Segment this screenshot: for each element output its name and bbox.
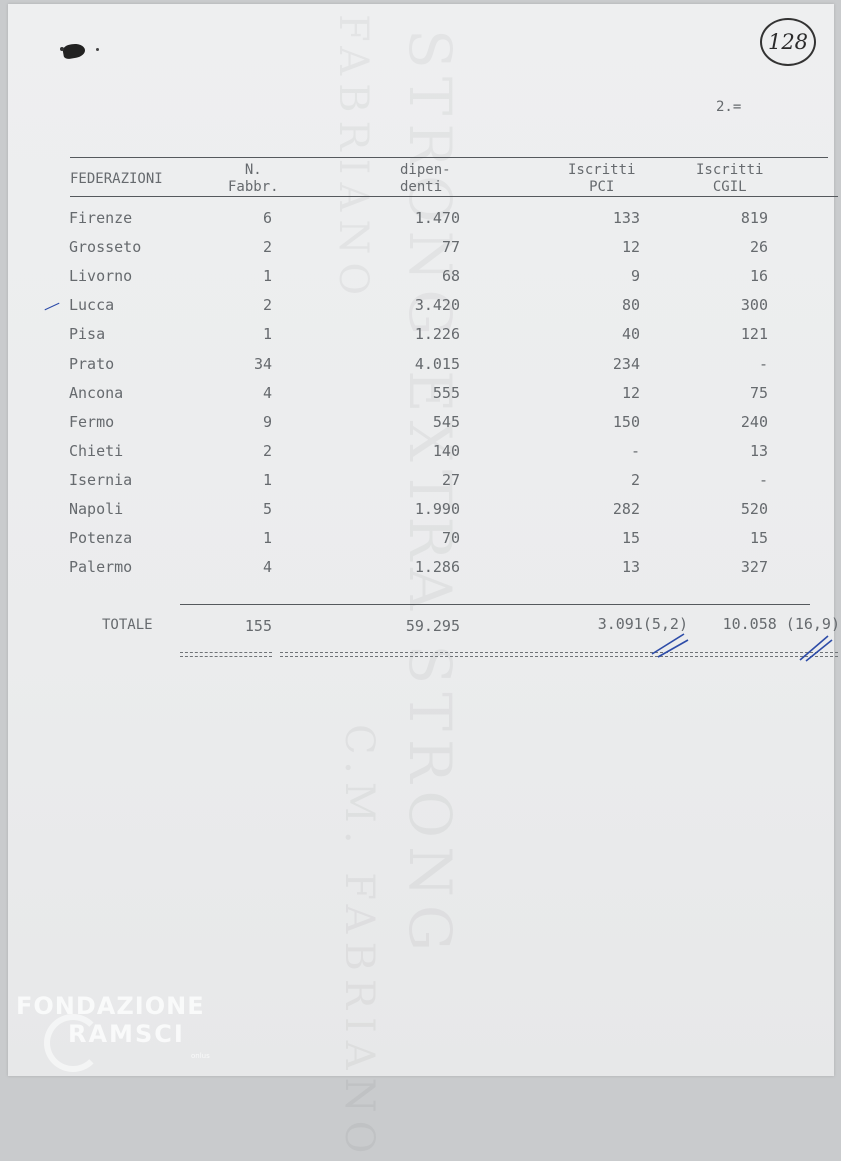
row-federazione: Potenza <box>69 529 133 547</box>
row-iscritti-cgil: 13 <box>749 442 768 460</box>
row-fabbriche: 2 <box>262 238 272 256</box>
row-fabbriche: 4 <box>262 558 272 576</box>
row-federazione: Grosseto <box>69 238 142 256</box>
ink-speck <box>60 47 64 51</box>
row-iscritti-cgil: 300 <box>740 296 768 314</box>
row-iscritti-pci: 15 <box>621 529 640 547</box>
total-label: TOTALE <box>102 617 153 633</box>
row-federazione: Firenze <box>69 209 133 227</box>
row-iscritti-pci: - <box>630 442 640 460</box>
row-fabbriche: 1 <box>262 529 272 547</box>
header-iscritti: Iscritti <box>696 162 764 178</box>
row-federazione: Palermo <box>69 558 133 576</box>
document-page <box>8 4 840 1076</box>
header-iscritti-pci <box>568 162 635 196</box>
row-dipendenti: 77 <box>441 238 460 256</box>
row-iscritti-pci: 282 <box>612 500 640 518</box>
row-dipendenti: 68 <box>441 267 460 285</box>
watermark-left-top <box>330 14 376 303</box>
row-iscritti-pci: 150 <box>612 413 640 431</box>
header-iscritti-cgil <box>696 162 763 196</box>
fondazione-gramsci-logo <box>16 992 216 1072</box>
logo-line-1: FONDAZIONE <box>16 992 205 1020</box>
logo-suffix: onlus <box>191 1052 210 1060</box>
row-federazione: Isernia <box>69 471 133 489</box>
row-fabbriche: 4 <box>262 384 272 402</box>
row-iscritti-pci: 2 <box>630 471 640 489</box>
row-federazione: Chieti <box>69 442 124 460</box>
row-federazione: Prato <box>69 355 115 373</box>
row-iscritti-cgil: 15 <box>749 529 768 547</box>
handwritten-page-number <box>760 18 816 66</box>
header-n-fabbr <box>228 162 279 196</box>
row-fabbriche: 34 <box>253 355 272 373</box>
row-dipendenti: 545 <box>432 413 460 431</box>
pen-slash-mark <box>796 634 836 664</box>
row-iscritti-cgil: 520 <box>740 500 768 518</box>
page-reference: 2.= <box>716 99 742 115</box>
row-iscritti-cgil: 75 <box>749 384 768 402</box>
row-iscritti-pci: 12 <box>621 238 640 256</box>
row-federazione: Fermo <box>69 413 115 431</box>
page-number-text: 128 <box>767 30 809 54</box>
row-iscritti-cgil: 240 <box>740 413 768 431</box>
pen-slash-mark <box>648 630 692 660</box>
row-federazione: Ancona <box>69 384 124 402</box>
row-fabbriche: 2 <box>262 442 272 460</box>
row-fabbriche: 1 <box>262 325 272 343</box>
row-fabbriche: 1 <box>262 471 272 489</box>
row-iscritti-cgil: 16 <box>749 267 768 285</box>
total-fabbriche: 155 <box>244 617 272 635</box>
row-federazione: Livorno <box>69 267 133 285</box>
row-iscritti-pci: 234 <box>612 355 640 373</box>
row-iscritti-cgil: 26 <box>749 238 768 256</box>
row-federazione: Pisa <box>69 325 106 343</box>
header-pci: PCI <box>589 179 615 195</box>
total-top-rule <box>180 604 810 605</box>
row-dipendenti: 555 <box>432 384 460 402</box>
ink-stain <box>62 42 86 60</box>
header-dipen: dipen- <box>400 162 451 178</box>
row-fabbriche: 5 <box>262 500 272 518</box>
header-n: N. <box>244 162 262 178</box>
row-federazione: Lucca <box>69 296 115 314</box>
row-iscritti-cgil: 819 <box>740 209 768 227</box>
row-iscritti-cgil: 327 <box>740 558 768 576</box>
row-iscritti-pci: 40 <box>621 325 640 343</box>
double-underline <box>280 652 838 657</box>
row-fabbriche: 1 <box>262 267 272 285</box>
row-dipendenti: 27 <box>441 471 460 489</box>
header-denti: denti <box>400 179 443 195</box>
row-iscritti-pci: 80 <box>621 296 640 314</box>
logo-line-2: RAMSCI <box>68 1020 185 1048</box>
row-iscritti-cgil: - <box>758 355 768 373</box>
row-dipendenti: 70 <box>441 529 460 547</box>
row-dipendenti: 1.990 <box>414 500 460 518</box>
row-iscritti-pci: 13 <box>621 558 640 576</box>
header-iscritti: Iscritti <box>568 162 636 178</box>
row-dipendenti: 3.420 <box>414 296 460 314</box>
row-iscritti-pci: 12 <box>621 384 640 402</box>
row-dipendenti: 1.226 <box>414 325 460 343</box>
header-fabbr: Fabbr. <box>228 179 279 195</box>
row-dipendenti: 1.286 <box>414 558 460 576</box>
header-federazioni: FEDERAZIONI <box>70 171 163 187</box>
table-top-rule <box>70 157 828 158</box>
row-fabbriche: 2 <box>262 296 272 314</box>
row-dipendenti: 4.015 <box>414 355 460 373</box>
row-iscritti-pci: 133 <box>612 209 640 227</box>
total-dipendenti: 59.295 <box>405 617 460 635</box>
row-dipendenti: 1.470 <box>414 209 460 227</box>
table-header-rule <box>70 196 838 197</box>
header-cgil: CGIL <box>712 179 747 195</box>
row-iscritti-pci: 9 <box>630 267 640 285</box>
total-iscritti-cgil: 10.058 (16,9) <box>722 615 840 633</box>
row-iscritti-cgil: 121 <box>740 325 768 343</box>
double-underline <box>180 652 272 657</box>
row-dipendenti: 140 <box>432 442 460 460</box>
ink-speck <box>96 48 99 51</box>
pen-tick-mark <box>45 303 60 311</box>
total-iscritti-pci: 3.091(5,2) <box>597 615 688 633</box>
row-fabbriche: 6 <box>262 209 272 227</box>
header-dipendenti <box>400 162 451 196</box>
row-fabbriche: 9 <box>262 413 272 431</box>
watermark-left-bottom <box>336 724 382 1161</box>
row-iscritti-cgil: - <box>758 471 768 489</box>
row-federazione: Napoli <box>69 500 124 518</box>
